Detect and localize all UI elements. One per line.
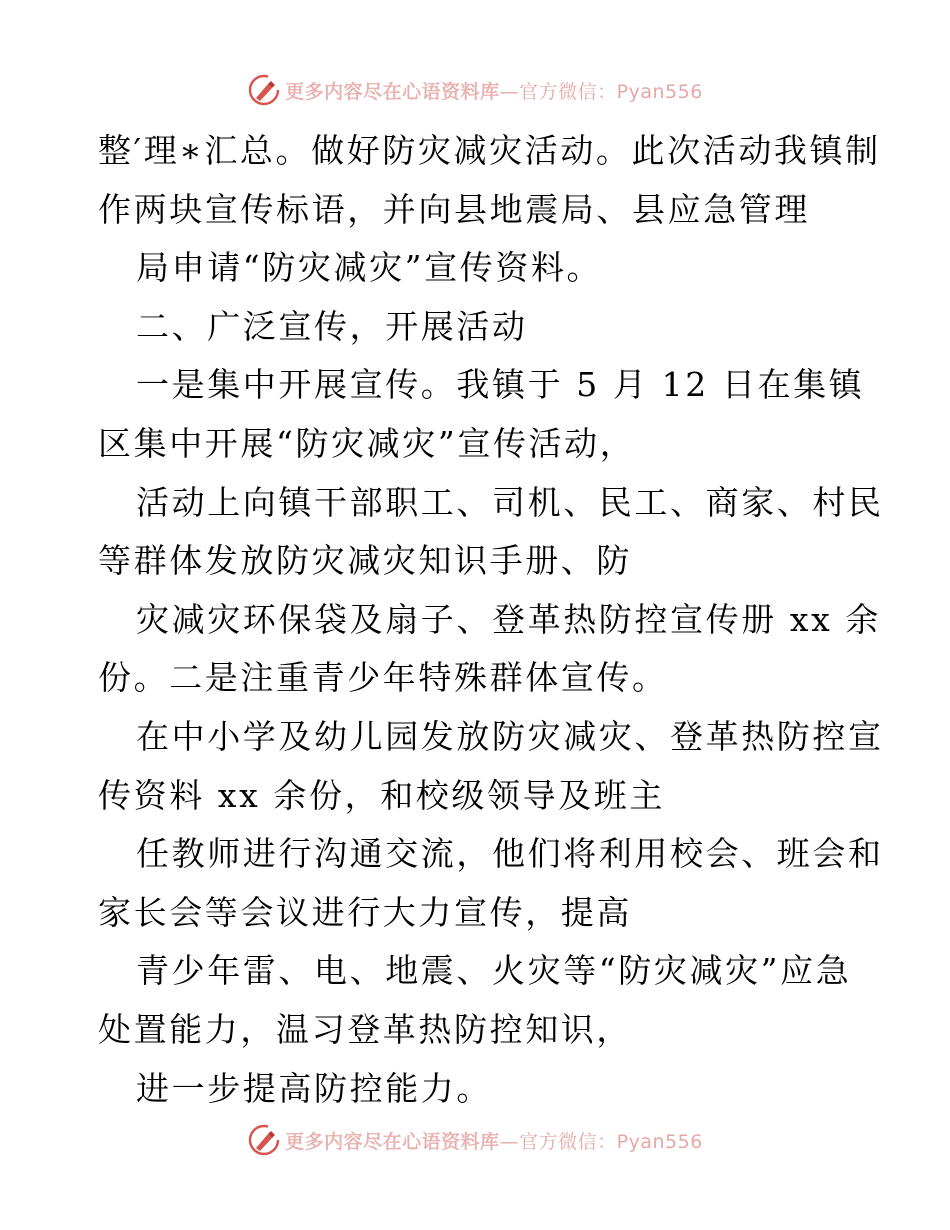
body-line: 处置能力，温习登革热防控知识， [98, 1009, 632, 1049]
body-line: 局申请“防灾减灾”宣传资料。 [136, 248, 603, 288]
footer-banner-text: 更多内容尽在心语资料库 [285, 1130, 500, 1153]
body-line: 进一步提高防控能力。 [136, 1068, 492, 1108]
header-banner-text: 更多内容尽在心语资料库 [285, 80, 500, 103]
body-line: 份。二是注重青少年特殊群体宣传。 [98, 658, 668, 698]
body-line: 作两块宣传标语，并向县地震局、县应急管理 [98, 189, 810, 229]
body-line: 在中小学及幼儿园发放防灾减灾、登革热防控宣 [136, 716, 884, 756]
section-heading: 二、广泛宣传，开展活动 [136, 306, 528, 346]
body-line: 整′理∗汇总。做好防灾减灾活动。此次活动我镇制 [98, 131, 881, 170]
body-line: 青少年雷、电、地震、火灾等“防灾减灾”应急 [136, 951, 852, 991]
pen-logo-icon [247, 1123, 281, 1157]
document-body [98, 122, 884, 1118]
body-line: 活动上向镇干部职工、司机、民工、商家、村民 [136, 482, 884, 522]
footer-banner [0, 1120, 950, 1160]
body-line: 等群体发放防灾减灾知识手册、防 [98, 541, 632, 581]
body-line: 灾减灾环保袋及扇子、登革热防控宣传册 xx 余 [136, 599, 882, 639]
pen-logo-icon [247, 73, 281, 107]
body-line: 一是集中开展宣传。我镇于 5 月 12 日在集镇 [136, 365, 865, 405]
body-line: 区集中开展“防灾减灾”宣传活动， [98, 423, 636, 463]
body-line: 任教师进行沟通交流，他们将利用校会、班会和 [136, 834, 884, 874]
footer-banner-suffix: —官方微信：Pyan556 [499, 1130, 703, 1153]
header-banner [0, 70, 950, 110]
body-line: 传资料 xx 余份，和校级领导及班主 [98, 775, 666, 815]
body-line: 家长会等会议进行大力宣传，提高 [98, 892, 632, 932]
header-banner-suffix: —官方微信：Pyan556 [499, 80, 703, 103]
